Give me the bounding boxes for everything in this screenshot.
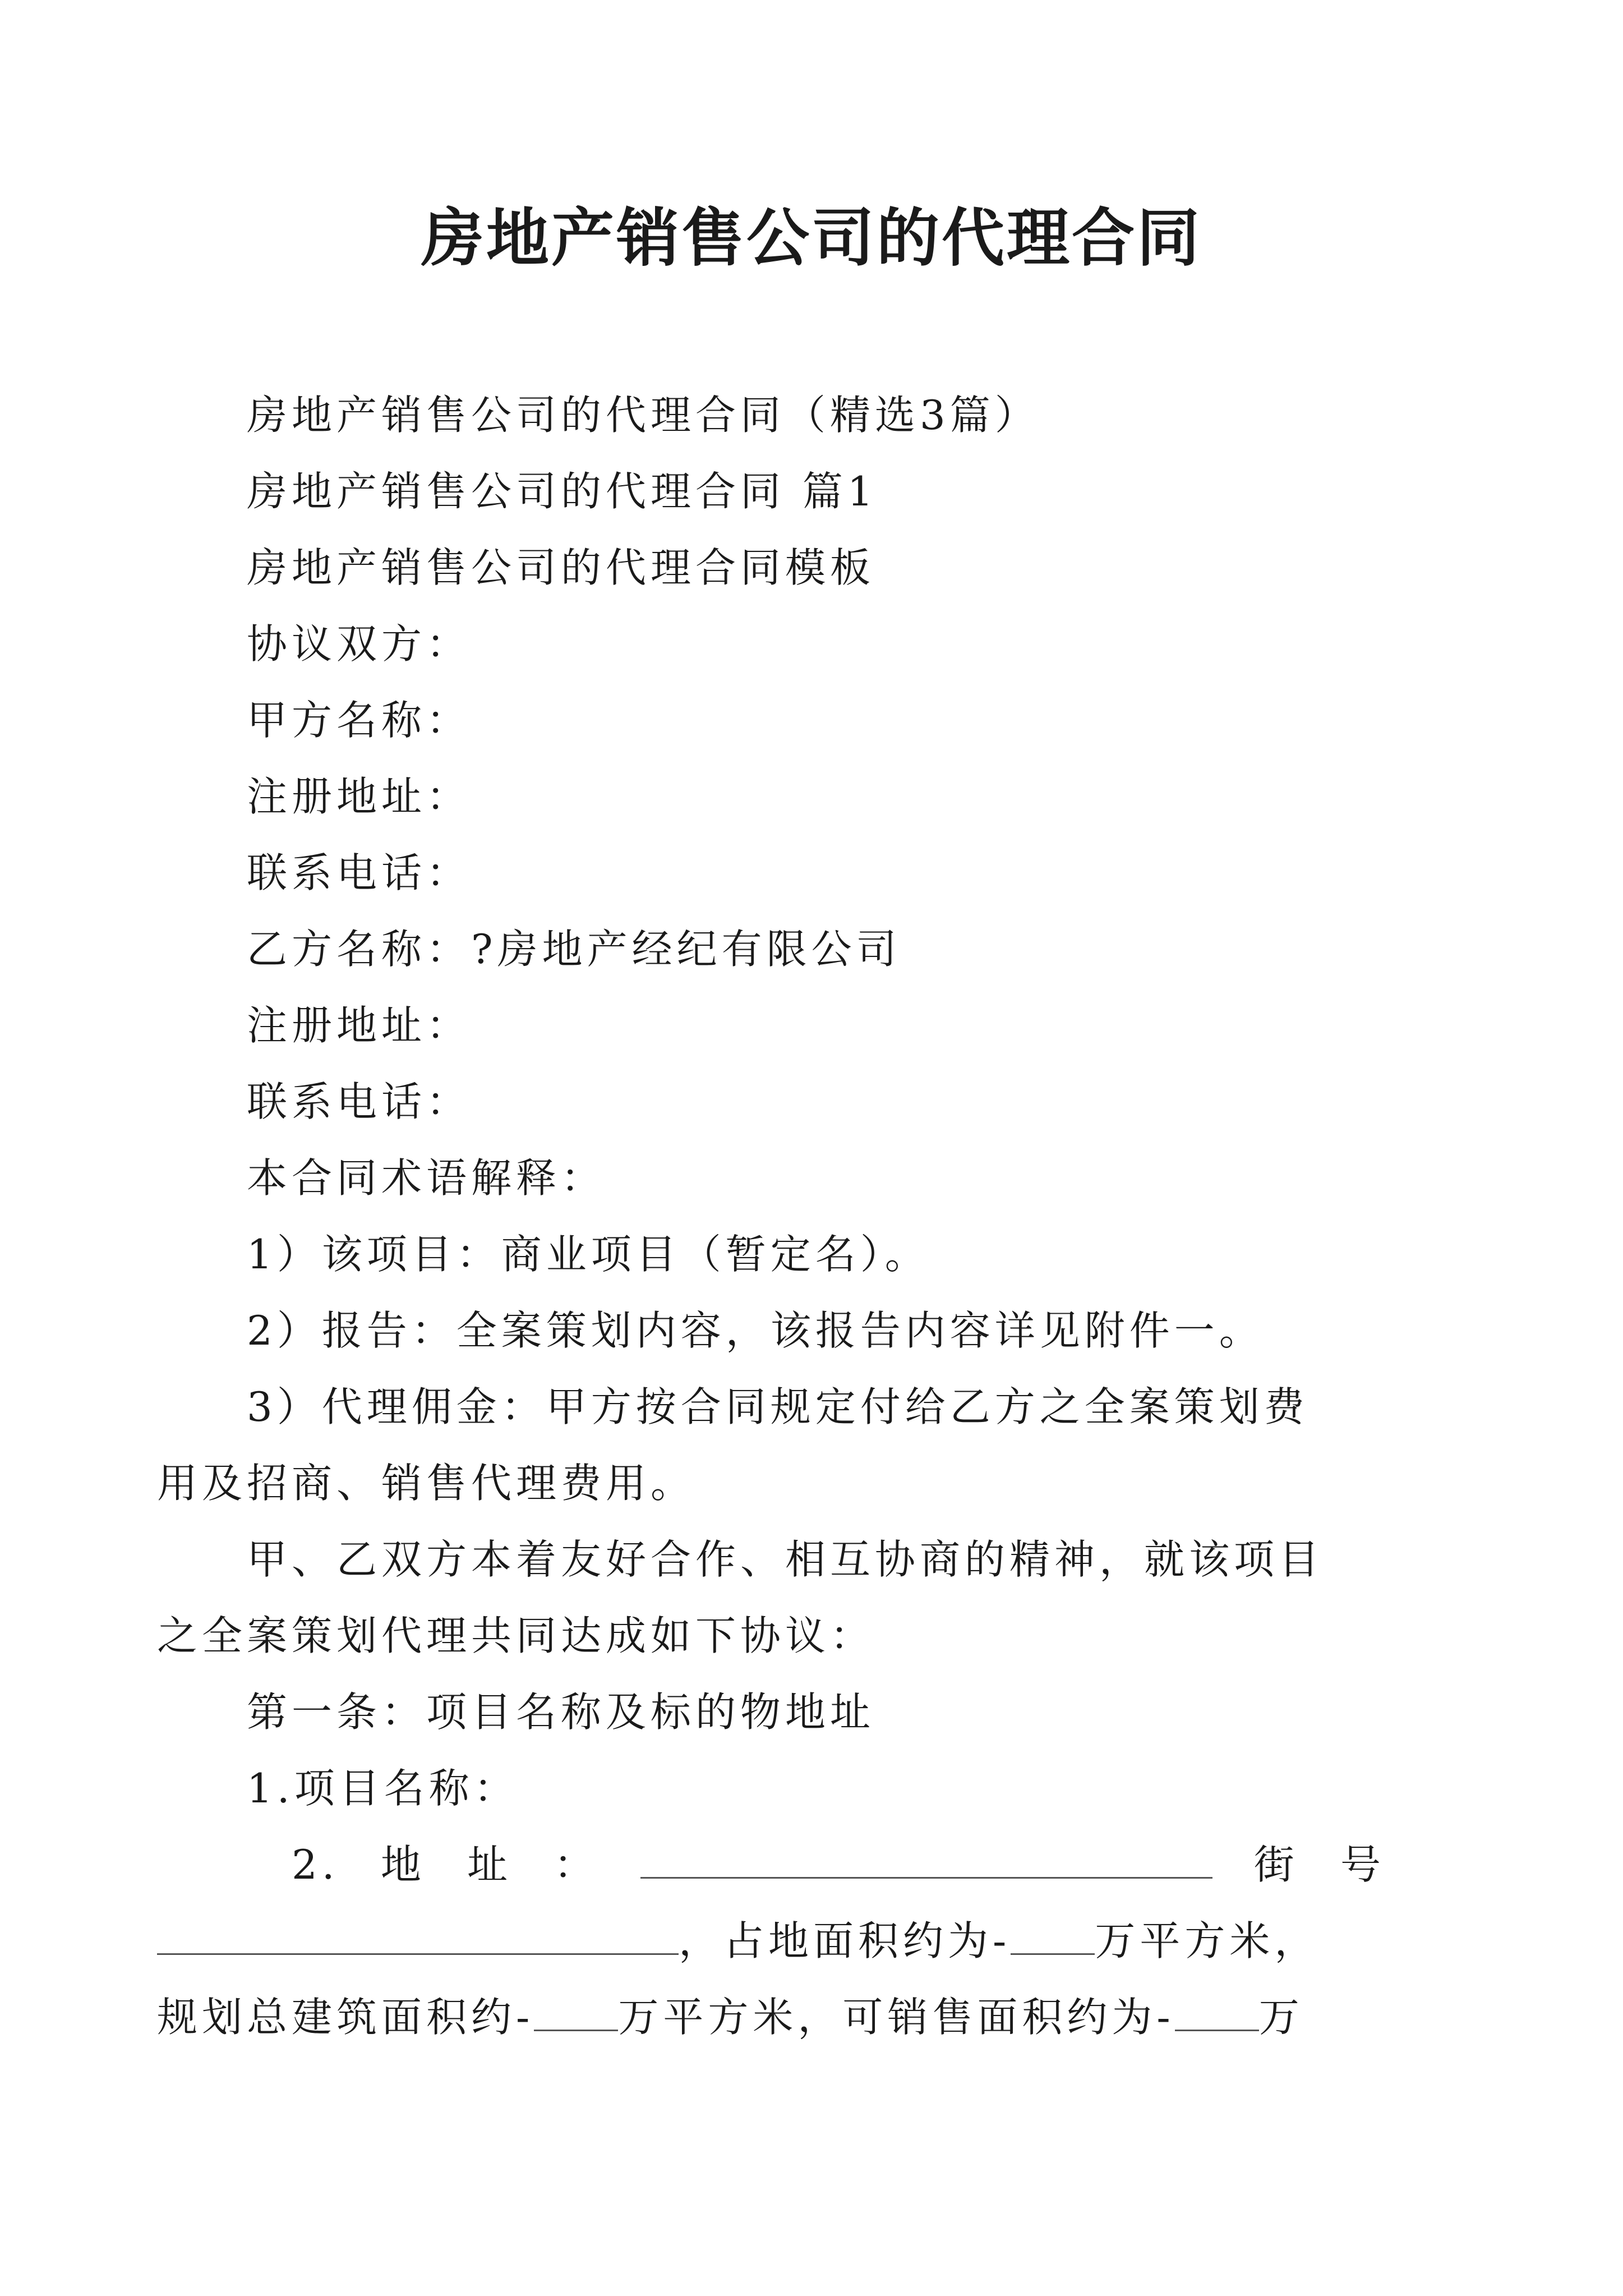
number-char: 号 xyxy=(1340,1841,1385,1888)
document-body xyxy=(247,377,1385,1369)
area-line-2 xyxy=(157,1979,1385,2055)
text-line: 1）该项目：商业项目（暂定名）。 xyxy=(247,1231,930,1278)
text-line: 房地产销售公司的代理合同（精选3篇） xyxy=(247,392,1040,439)
item-number: 2. xyxy=(292,1841,339,1888)
text-line: 乙方名称：?房地产经纪有限公司 xyxy=(247,926,901,973)
text-line: 甲方名称： xyxy=(247,697,472,744)
text-line: 之全案策划代理共同达成如下协议： xyxy=(157,1612,875,1659)
area-line xyxy=(157,1903,1385,1979)
address-char: 址 xyxy=(467,1841,513,1888)
text-line: 联系电话： xyxy=(247,849,472,896)
text-line: 3）代理佣金：甲方按合同规定付给乙方之全案策划费 xyxy=(247,1383,1309,1430)
text-line: 本合同术语解释： xyxy=(247,1154,606,1202)
text-line: 注册地址： xyxy=(247,1002,472,1049)
text-line: 用及招商、销售代理费用。 xyxy=(157,1460,696,1507)
paragraph-block xyxy=(157,1369,1385,2055)
area-text: 规划总建筑面积约- xyxy=(157,1994,534,2041)
area-unit: 万 xyxy=(1258,1994,1304,2041)
area-unit: 万平方米， xyxy=(1095,1917,1320,1964)
text-line: 注册地址： xyxy=(247,773,472,820)
text-line: 联系电话： xyxy=(247,1078,472,1125)
address-char: 地 xyxy=(380,1841,426,1888)
text-line: 协议双方： xyxy=(247,620,472,668)
document-title: 房地产销售公司的代理合同 xyxy=(421,201,1202,275)
address-colon: ： xyxy=(554,1841,599,1888)
address-line xyxy=(157,1826,1385,1903)
building-area-blank[interactable] xyxy=(534,1995,618,2031)
area-text: ，占地面积约为- xyxy=(679,1917,1011,1964)
street-char: 街 xyxy=(1253,1841,1299,1888)
text-line: 甲、乙双方本着友好合作、相互协商的精神，就该项目 xyxy=(247,1536,1324,1583)
sellable-area-blank[interactable] xyxy=(1175,1995,1259,2031)
address-blank[interactable] xyxy=(640,1842,1212,1879)
text-line: 房地产销售公司的代理合同模板 xyxy=(247,544,875,591)
area-text: 万平方米，可销售面积约为- xyxy=(618,1994,1175,2041)
text-line: 房地产销售公司的代理合同 篇1 xyxy=(247,468,878,515)
land-area-blank[interactable] xyxy=(1011,1918,1095,1955)
text-line: 1.项目名称： xyxy=(247,1765,519,1812)
text-line: 第一条：项目名称及标的物地址 xyxy=(247,1688,875,1736)
text-line: 2）报告：全案策划内容，该报告内容详见附件一。 xyxy=(247,1307,1264,1354)
street-number-blank[interactable] xyxy=(157,1918,679,1955)
